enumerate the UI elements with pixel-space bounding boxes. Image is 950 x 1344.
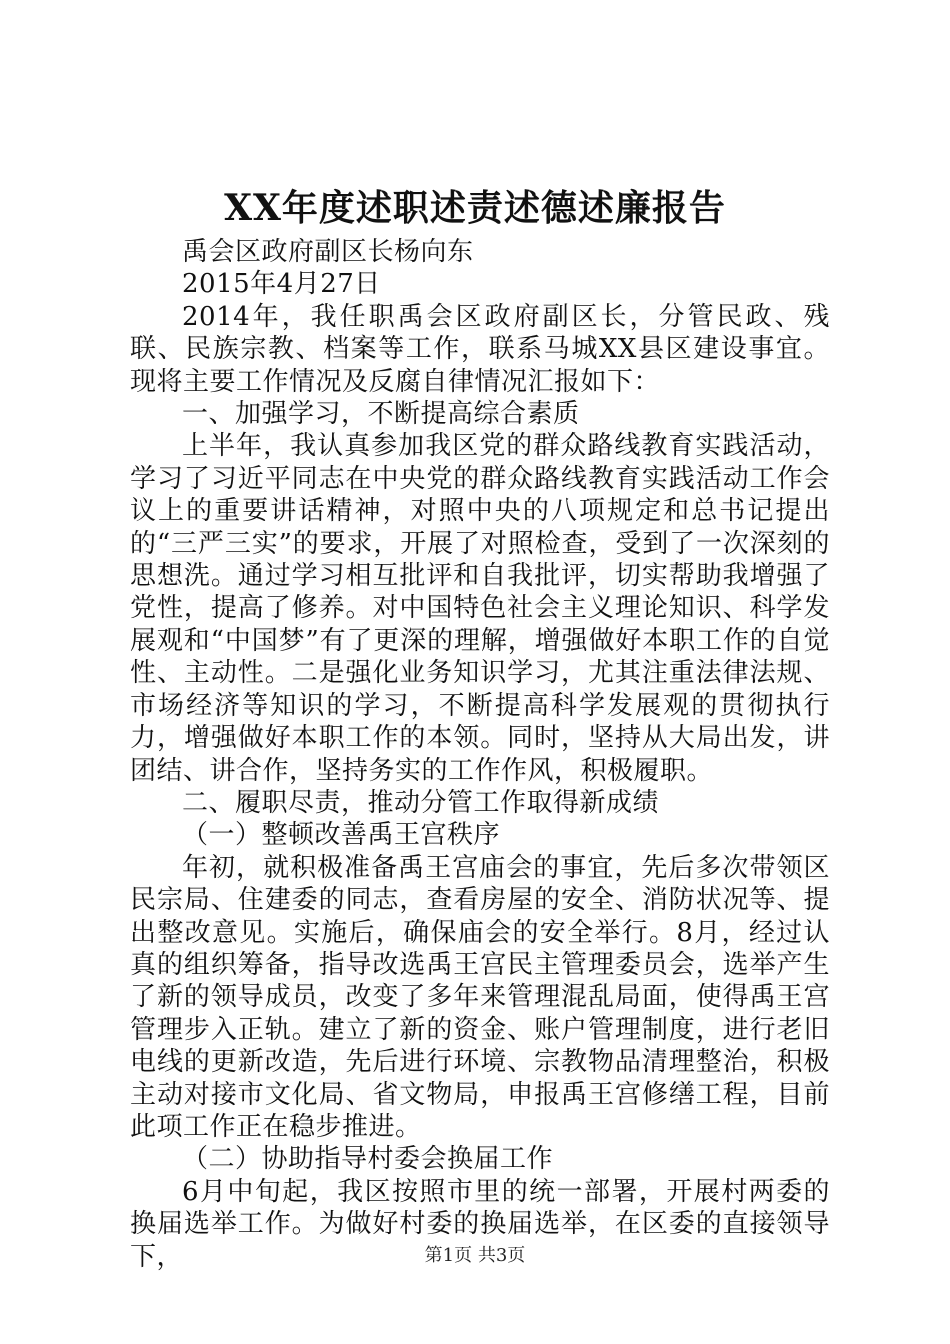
document-title: XX年度述职述责述德述廉报告 — [224, 187, 726, 229]
section-heading-2: 二、履职尽责，推动分管工作取得新成绩 — [182, 787, 660, 818]
section-heading-1: 一、加强学习，不断提高综合素质 — [182, 399, 580, 430]
subsection-1-paragraph: 年初，就积极准备禹王宫庙会的事宜，先后多次带领区民宗局、住建委的同志，查看房屋的安全、消防状况等、提出整改意见。实施后，确保庙会的安全举行。8月，经过认真的组织筹备，指导改选禹王宫民主管理委员会，选举产生了新的领导成员，改变了多年来管理混乱局面，使得禹王宫管理步入正轨。建立了新的资金、账户管理制度，进行老旧电线的更新改造，先后进行环境、宗教物品清理整治，积极主动对接市文化局、省文物局，申报禹王宫修缮工程，目前此项工作正在稳步推进。 — [130, 852, 830, 1142]
subsection-2-paragraph: 6月中旬起，我区按照市里的统一部署，开展村两委的换届选举工作。为做好村委的换届选举，在区委的直接领导下， — [130, 1176, 830, 1272]
subsection-heading-2: （二）协助指导村委会换届工作 — [182, 1144, 554, 1175]
page-footer: 第1页 共3页 — [424, 1245, 526, 1266]
section-1-paragraph: 上半年，我认真参加我区党的群众路线教育实践活动，学习了习近平同志在中央党的群众路线教育实践活动工作会议上的重要讲话精神，对照中央的八项规定和总书记提出的“三严三实”的要求，开展了对照检查，受到了一次深刻的思想洗。通过学习相互批评和自我批评，切实帮助我增强了党性，提高了修养。对中国特色社会主义理论知识、科学发展观和“中国梦”有了更深的理解，增强做好本职工作的自觉性、主动性。二是强化业务知识学习，尤其注重法律法规、市场经济等知识的学习，不断提高科学发展观的贯彻执行力，增强做好本职工作的本领。同时，坚持从大局出发，讲团结、讲合作，坚持务实的工作作风，积极履职。 — [130, 431, 830, 786]
date-line: 2015年4月27日 — [182, 269, 381, 300]
intro-paragraph: 2014年，我任职禹会区政府副区长，分管民政、残联、民族宗教、档案等工作，联系马城XX县区建设事宜。现将主要工作情况及反腐自律情况汇报如下： — [130, 301, 830, 397]
author-line: 禹会区政府副区长杨向东 — [182, 237, 474, 267]
document-body — [130, 236, 830, 1273]
subsection-heading-1: （一）整顿改善禹王宫秩序 — [182, 820, 501, 851]
